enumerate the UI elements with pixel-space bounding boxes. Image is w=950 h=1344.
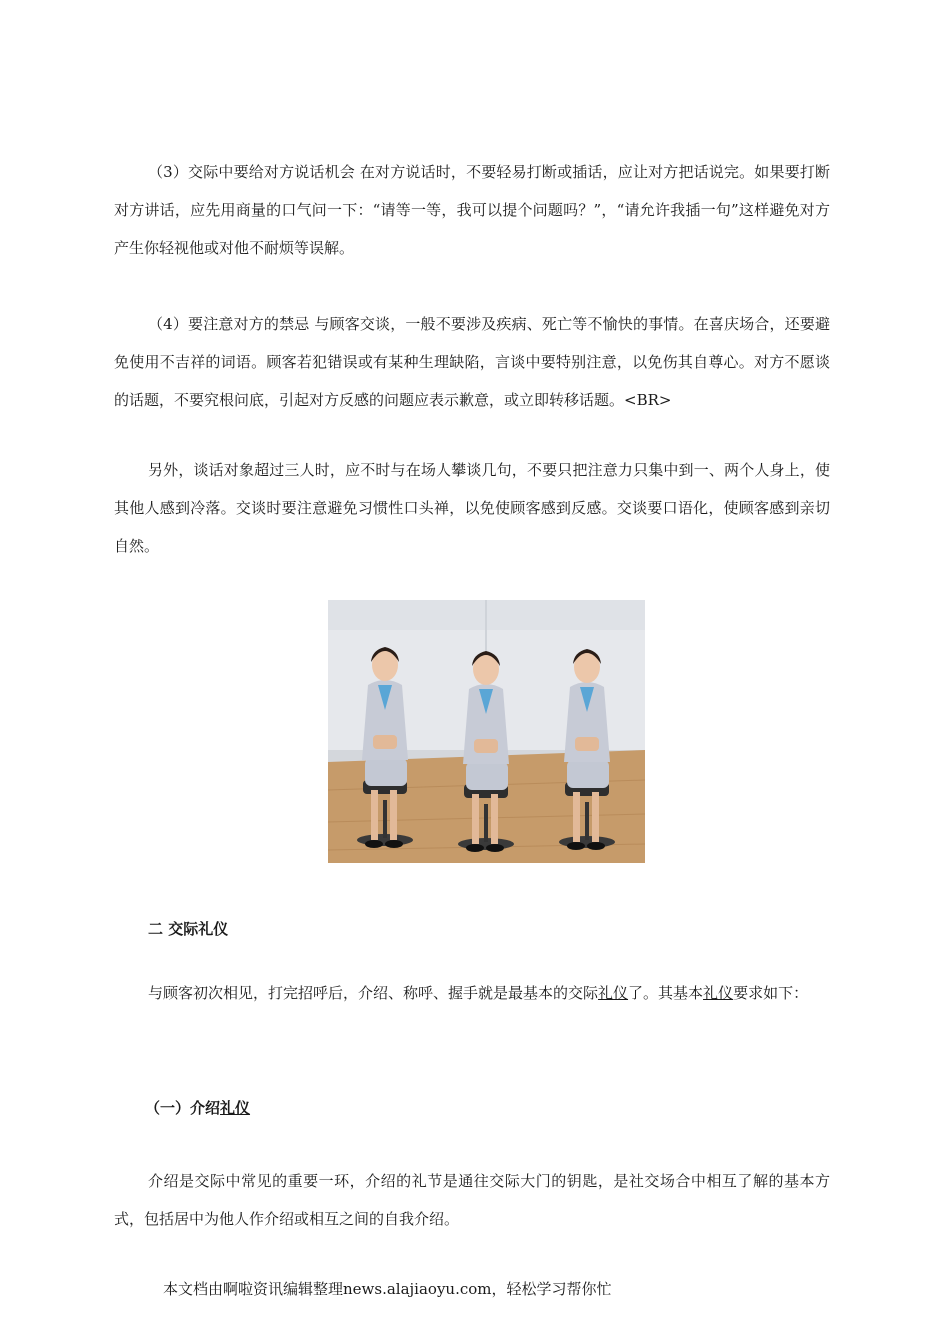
- paragraph-text: 另外，谈话对象超过三人时，应不时与在场人攀谈几句，不要只把注意力只集中到一、两个人身上，使其他人感到冷落。交谈时要注意避免习惯性口头禅，以免使顾客感到反感。交谈要口语化，使顾客感到亲切自然。: [114, 461, 830, 555]
- photo-three-attendants: [328, 600, 645, 863]
- section-heading-social-etiquette: 二 交际礼仪: [148, 920, 229, 938]
- paragraph-text: （4）要注意对方的禁忌 与顾客交谈，一般不要涉及疾病、死亡等不愉快的事情。在喜庆场合，还要避免使用不吉祥的词语。顾客若犯错误或有某种生理缺陷，言谈中要特别注意，以免伤其自尊心。对方不愿谈的话题，不要究根问底，引起对方反感的问题应表示歉意，或立即转移话题。<BR>: [114, 315, 830, 409]
- photo-illustration: [328, 600, 645, 863]
- etiquette-link-2[interactable]: 礼仪: [703, 984, 734, 1002]
- paragraph-first-meeting: [114, 974, 830, 1012]
- paragraph-text: 了。其基本: [628, 984, 704, 1002]
- subheading-introduction-etiquette: [145, 1097, 250, 1119]
- paragraph-text: 介绍是交际中常见的重要一环，介绍的礼节是通往交际大门的钥匙，是社交场合中相互了解的基本方式，包括居中为他人作介绍或相互之间的自我介绍。: [114, 1172, 830, 1228]
- etiquette-link-3[interactable]: 礼仪: [220, 1099, 251, 1117]
- paragraph-multi-party: [114, 451, 830, 565]
- paragraph-taboos: [114, 305, 830, 419]
- paragraph-text: （3）交际中要给对方说话机会 在对方说话时，不要轻易打断或插话，应让对方把话说完。如果要打断对方讲话，应先用商量的口气问一下：“请等一等，我可以提个问题吗？”，“请允许我插一句”这样避免对方产生你轻视他或对他不耐烦等误解。: [114, 163, 830, 257]
- paragraph-text: 与顾客初次相见，打完招呼后，介绍、称呼、握手就是最基本的交际: [148, 984, 599, 1002]
- footer-note: 本文档由啊啦资讯编辑整理news.alajiaoyu.com，轻松学习帮你忙: [163, 1280, 612, 1298]
- etiquette-link-1[interactable]: 礼仪: [598, 984, 629, 1002]
- paragraph-introduction: [114, 1162, 830, 1238]
- subheading-text: （一）介绍: [145, 1099, 221, 1117]
- paragraph-text: 要求如下：: [733, 984, 809, 1002]
- paragraph-conversation-opportunity: [114, 153, 830, 267]
